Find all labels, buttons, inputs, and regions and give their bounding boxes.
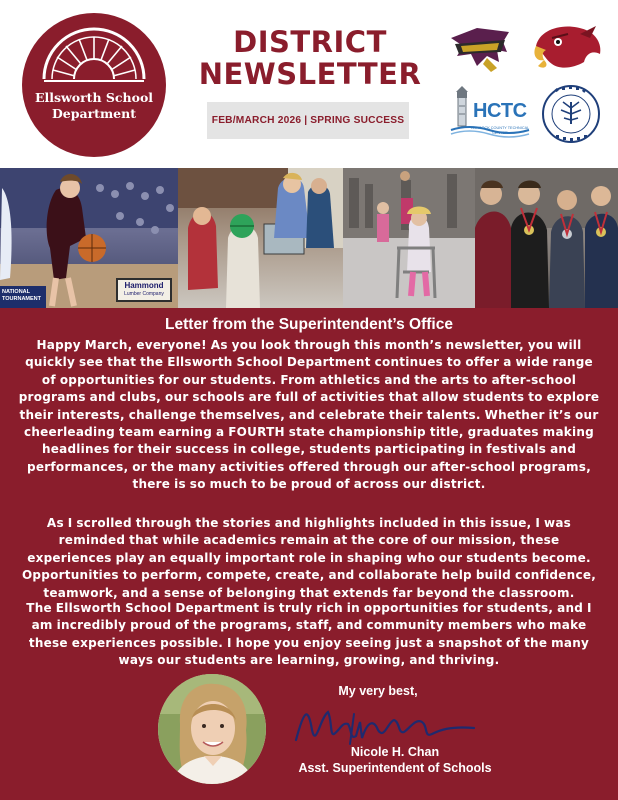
letter-paragraph-1: Happy March, everyone! As you look through this month’s newsletter, you will quickly see that the Ellsworth School Department continues to offer a wide range of opportunities for our students. From athletics and the arts to after-school programs and clubs, our schools are full of activities that allow students to explore their interests, challenge themselves, and celebrate their talents. Whether it’s our cheerleading team earning a FOURTH state championship title, graduates making headlines for their success in college, students participating in festivals and performances, or the many activities offered through our after-school programs, there is so much to be proud of across our district. [18,338,600,492]
superintendent-letter [0,308,618,800]
students-classroom-image [178,168,343,308]
basketball-photo [0,168,178,308]
letter-closing: My very best, [338,684,418,698]
photo-strip [0,168,618,308]
hctc-letters: HCTC [473,100,527,122]
hawk-head-icon [530,20,606,76]
portrait-image [158,674,266,784]
student-group-photo [475,168,618,308]
logo-name-line2: Department [51,106,137,121]
ice-skating-image [343,168,475,308]
eagles-logo [447,22,515,78]
newsletter-title-line2: NEWSLETTER [198,57,422,91]
ellsworth-school-logo [22,13,166,157]
hammond-banner-main: Hammond [124,281,164,290]
students-with-medals-image [475,168,618,308]
hammond-lumber-banner [116,278,172,302]
letter-paragraph-3: The Ellsworth School Department is truly rich in opportunities for students, and I am incredibly proud of the programs, staff, and community members who make these experiences possible. I hope you enjoy seeing just a snapshot of the many ways our students are learning, growing, and thriving. [26,601,592,668]
classroom-photo [178,168,343,308]
national-tournament-banner: NATIONAL TOURNAMENT [0,286,46,308]
signer-name: Nicole H. Chan [350,745,440,759]
signer-title: Asst. Superintendent of Schools [298,761,492,775]
superintendent-portrait [158,674,266,784]
issue-date-banner: FEB/MARCH 2026 | SPRING SUCCESS [207,102,409,139]
sunburst-arch-icon [22,13,166,157]
logo-name-line1: Ellsworth School [34,90,154,105]
newsletter-title-line1: DISTRICT [233,25,387,59]
eagles-wordmark-icon [447,22,515,78]
adult-education-seal-icon [541,84,601,144]
skating-photo [343,168,475,308]
hctc-logo [449,84,535,140]
letter-paragraph-2: As I scrolled through the stories and highlights included in this issue, I was reminded that while academics remain at the core of our mission, these experiences play an equally important role in shaping who our students become. Opportunities to perform, compete, create, and collaborate help build confidence, teamwork, and a sense of belonging that extends far beyond the classroom. [21,516,597,600]
hammond-banner-sub: Lumber Company [124,291,164,297]
letter-heading: Letter from the Superintendent’s Office [165,316,453,333]
newsletter-header [0,0,618,168]
hawk-mascot-logo [530,20,606,76]
adult-community-education-seal [541,84,601,144]
hctc-full-name: HANCOCK COUNTY TECHNICAL CENTER [470,126,530,135]
